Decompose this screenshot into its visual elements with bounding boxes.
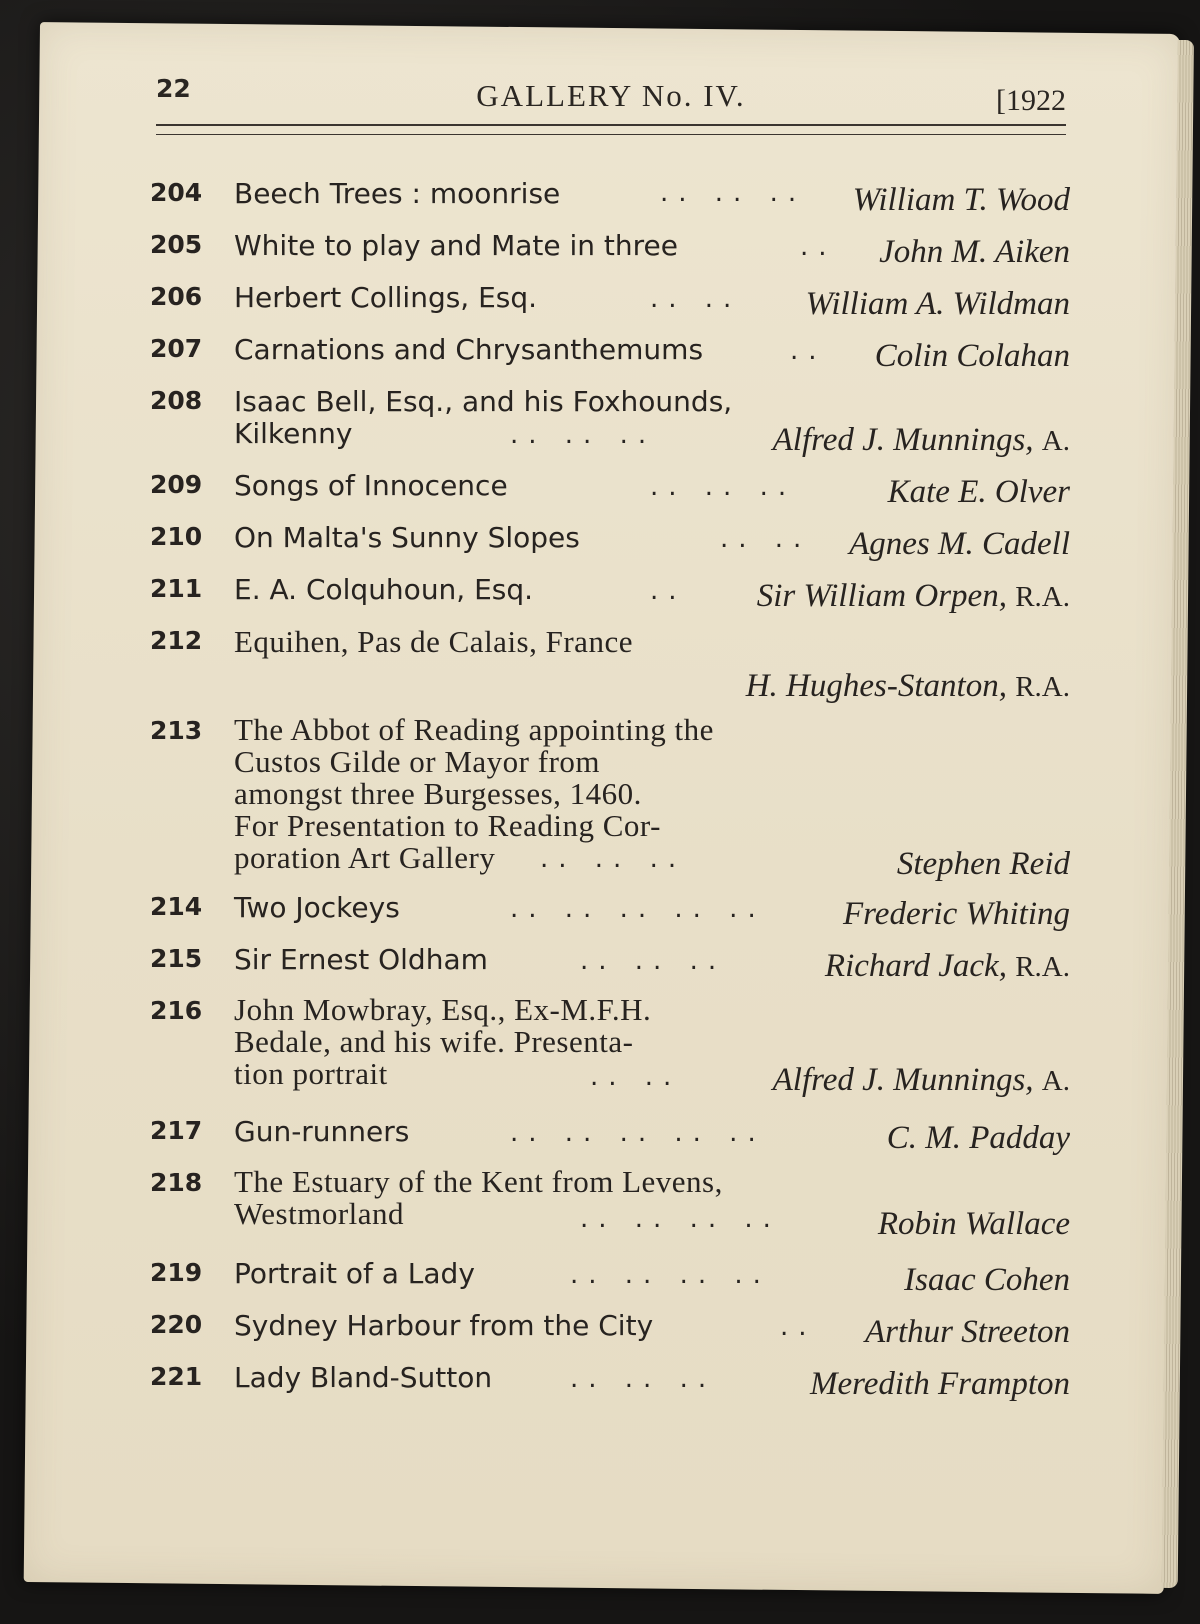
entry-artist: John M. Aiken (879, 234, 1070, 270)
dot-leader: .. (800, 232, 837, 262)
dot-leader: .. .. .. .. .. (510, 894, 766, 924)
entry-artist: Alfred J. Munnings, A. (772, 1062, 1070, 1098)
entry-title: Equihen, Pas de Calais, France (234, 624, 633, 659)
entry-number: 212 (150, 626, 203, 655)
entry-title: Sydney Harbour from the City (234, 1309, 654, 1342)
entry-220 (150, 1308, 1070, 1348)
dot-leader: .. (650, 576, 687, 606)
entry-artist: Alfred J. Munnings, A. (772, 422, 1070, 458)
dot-leader: .. .. .. .. .. (510, 1118, 766, 1148)
entry-209 (150, 468, 1070, 508)
entry-number: 207 (150, 334, 203, 363)
running-head (156, 74, 1066, 118)
entry-219 (150, 1256, 1070, 1296)
entry-204 (150, 176, 1070, 216)
entry-207 (150, 332, 1070, 372)
entry-number: 205 (150, 230, 203, 259)
dot-leader: .. .. (720, 524, 812, 554)
entry-number: 216 (150, 996, 203, 1025)
entry-number: 206 (150, 282, 203, 311)
entry-213 (150, 712, 1070, 882)
entry-number: 217 (150, 1116, 203, 1145)
entry-artist: William T. Wood (852, 182, 1070, 218)
entry-title: Beech Trees : moonrise (234, 177, 561, 210)
entry-artist: Stephen Reid (896, 846, 1070, 882)
entry-artist: H. Hughes-Stanton, R.A. (745, 668, 1070, 704)
entry-title: White to play and Mate in three (234, 229, 679, 262)
entry-number: 209 (150, 470, 203, 499)
entry-214 (150, 890, 1070, 930)
entry-artist: Arthur Streeton (864, 1314, 1070, 1350)
dot-leader: .. .. (650, 284, 742, 314)
dot-leader: .. .. .. .. (570, 1260, 771, 1290)
entry-number: 215 (150, 944, 203, 973)
entry-artist: Richard Jack, R.A. (824, 948, 1070, 984)
year-label: [1922 (996, 84, 1066, 117)
dot-leader: .. .. .. (650, 472, 797, 502)
entry-title: Isaac Bell, Esq., and his Foxhounds, Kilkenny (234, 385, 733, 450)
entry-artist: Colin Colahan (874, 338, 1070, 374)
entry-title: Sir Ernest Oldham (234, 943, 488, 976)
entry-number: 220 (150, 1310, 203, 1339)
dot-leader: .. .. .. (580, 946, 727, 976)
entry-artist: Agnes M. Cadell (849, 526, 1070, 562)
entry-title: The Estuary of the Kent from Levens, Westmorland (234, 1164, 723, 1231)
entry-title: Songs of Innocence (234, 469, 508, 502)
entry-number: 204 (150, 178, 203, 207)
entry-206 (150, 280, 1070, 320)
entry-211 (150, 572, 1070, 612)
entry-title: Portrait of a Lady (234, 1257, 475, 1290)
entry-title: E. A. Colquhoun, Esq. (234, 573, 534, 606)
dot-leader: .. (780, 1312, 817, 1342)
entry-artist: Sir William Orpen, R.A. (756, 578, 1070, 614)
page-number: 22 (156, 74, 191, 103)
dot-leader: .. .. .. (510, 420, 657, 450)
entry-210 (150, 520, 1070, 560)
entry-title: Two Jockeys (234, 891, 400, 924)
entry-number: 218 (150, 1168, 203, 1197)
dot-leader: .. (790, 336, 827, 366)
entry-artist: Meredith Frampton (810, 1366, 1070, 1402)
entry-number: 214 (150, 892, 203, 921)
entry-208 (150, 384, 1070, 456)
entry-title: Carnations and Chrysanthemums (234, 333, 704, 366)
entry-title: Gun-runners (234, 1115, 410, 1148)
entry-number: 211 (150, 574, 203, 603)
entry-number: 221 (150, 1362, 203, 1391)
dot-leader: .. .. (590, 1062, 682, 1092)
entry-artist: William A. Wildman (805, 286, 1070, 322)
entry-number: 208 (150, 386, 203, 415)
entry-216 (150, 994, 1070, 1098)
dot-leader: .. .. .. (660, 178, 807, 208)
entry-artist: Robin Wallace (877, 1206, 1070, 1242)
entry-215 (150, 942, 1070, 982)
entry-205 (150, 228, 1070, 268)
entry-title: On Malta's Sunny Slopes (234, 521, 580, 554)
entry-221 (150, 1360, 1070, 1400)
entry-number: 219 (150, 1258, 203, 1287)
entry-218 (150, 1166, 1070, 1242)
entry-title: Lady Bland-Sutton (234, 1361, 493, 1394)
dot-leader: .. .. .. .. (580, 1204, 781, 1234)
dot-leader: .. .. .. (570, 1364, 717, 1394)
gallery-title: GALLERY No. IV. (476, 78, 746, 113)
header-rule (156, 124, 1066, 135)
entry-artist: Frederic Whiting (843, 896, 1070, 932)
entry-212 (150, 624, 1070, 702)
entry-number: 213 (150, 716, 203, 745)
entry-title: Herbert Collings, Esq. (234, 281, 538, 314)
dot-leader: .. .. .. (540, 844, 687, 874)
entry-artist: Kate E. Olver (887, 474, 1070, 510)
entry-number: 210 (150, 522, 203, 551)
entry-217 (150, 1114, 1070, 1154)
entry-title: John Mowbray, Esq., Ex-M.F.H. Bedale, and his wife. Presenta- tion portrait (234, 992, 652, 1091)
entry-artist: Isaac Cohen (904, 1262, 1070, 1298)
entry-artist: C. M. Padday (886, 1120, 1070, 1156)
entry-title: The Abbot of Reading appointing the Custos Gilde or Mayor from amongst three Burgesses, 1460. For Presentation to Reading Cor- poration Art Gallery (234, 712, 714, 875)
